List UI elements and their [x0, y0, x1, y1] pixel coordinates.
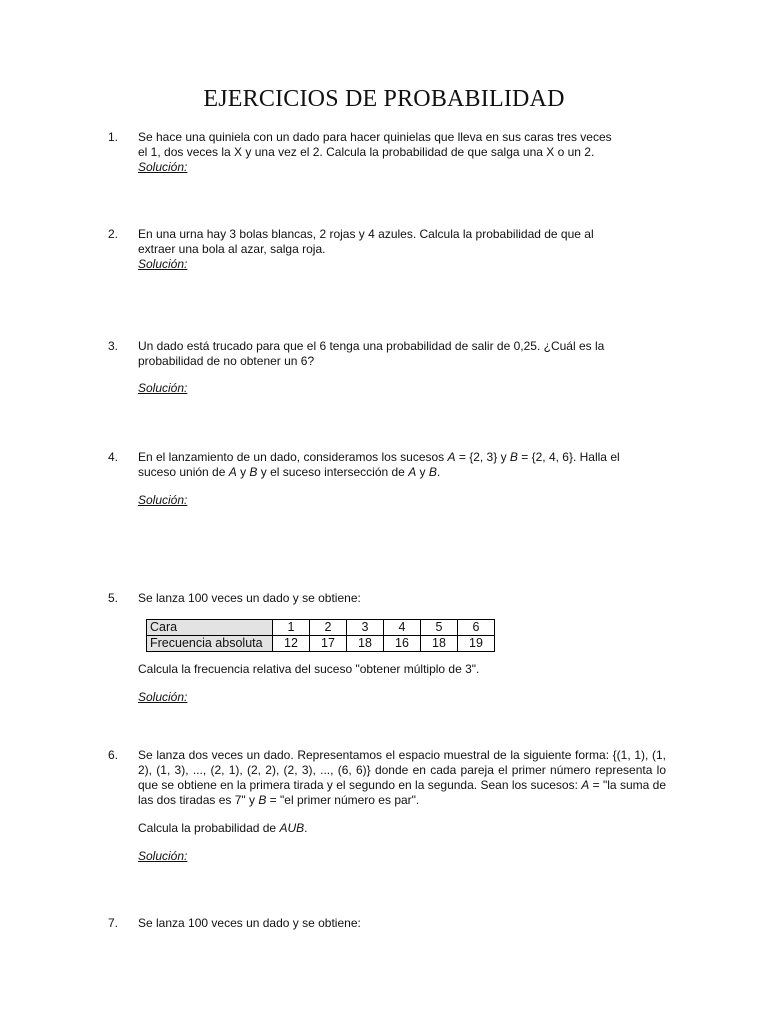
frequency-table — [146, 619, 495, 652]
exercise-body — [138, 227, 666, 272]
solution-label: Solución: — [138, 849, 188, 863]
set-b-symbol: B — [509, 450, 518, 464]
table-cell: 2 — [310, 620, 347, 636]
exercise-body — [138, 339, 666, 396]
exercise-text-line: 1), (1, 2), (1, 3), ..., (2, 1), (2, 2), (2, 3), ..., (6, 6)} donde en cada pareja el primer número — [138, 748, 666, 777]
table-row — [147, 636, 495, 652]
exercise-number: 3. — [108, 339, 119, 353]
table-cell: 3 — [347, 620, 384, 636]
set-a-symbol: A — [447, 450, 456, 464]
exercise-number: 1. — [108, 130, 119, 144]
table-cell: 12 — [273, 636, 310, 652]
set-a-symbol: A — [228, 465, 237, 479]
exercise-body — [138, 130, 666, 175]
text-run: suceso unión de — [138, 465, 229, 479]
exercise-text-line: Se lanza 100 veces un dado y se obtiene: — [138, 916, 361, 930]
table-cell: 6 — [458, 620, 495, 636]
set-b-symbol: B — [258, 793, 267, 807]
solution-label: Solución: — [138, 160, 188, 174]
union-symbol: AUB — [279, 821, 305, 835]
table-cell: 19 — [458, 636, 495, 652]
table-cell: 4 — [384, 620, 421, 636]
solution-label: Solución: — [138, 381, 188, 395]
exercise-text-line: representa lo que se obtiene en la primera tirada y el segundo en la segunda. Sean los — [138, 763, 666, 792]
table-cell: 17 — [310, 636, 347, 652]
table-cell: 16 — [384, 636, 421, 652]
text-run: = {2, 4, 6}. Halla el — [517, 450, 620, 464]
table-cell: 5 — [421, 620, 458, 636]
text-run: = {2, 3} y — [455, 450, 510, 464]
text-run: = "la suma de las dos tiradas es 7" y — [138, 778, 666, 807]
exercise-paragraph — [138, 748, 666, 808]
solution-label: Solución: — [138, 690, 188, 704]
table-cell: 1 — [273, 620, 310, 636]
exercise-number: 2. — [108, 227, 119, 241]
exercise-text-line: Un dado está trucado para que el 6 tenga una probabilidad de salir de 0,25. ¿Cuál es la — [138, 339, 605, 353]
text-run: = "el primer número es par". — [266, 793, 420, 807]
text-run: . — [304, 821, 308, 835]
set-b-symbol: B — [428, 465, 437, 479]
exercise-body — [138, 591, 666, 705]
exercise-number: 5. — [108, 591, 119, 605]
exercise-text-line: extraer una bola al azar, salga roja. — [138, 242, 326, 256]
exercise-text-line: probabilidad de no obtener un 6? — [138, 354, 315, 368]
set-a-symbol: A — [408, 465, 417, 479]
text-run: . — [436, 465, 441, 479]
page-title: EJERCICIOS DE PROBABILIDAD — [203, 86, 565, 112]
table-header-cell: Cara — [147, 620, 273, 636]
set-b-symbol: B — [249, 465, 258, 479]
exercise-question — [138, 821, 666, 836]
exercise-text-line: Se lanza dos veces un dado. Representamos el espacio muestral de la siguiente forma: {(1, — [138, 748, 631, 762]
exercise-text-line: Se hace una quiniela con un dado para hacer quinielas que lleva en sus caras tres veces — [138, 130, 612, 144]
exercise-number: 4. — [108, 450, 119, 464]
table-cell: 18 — [421, 636, 458, 652]
text-run: sucesos: — [530, 778, 582, 792]
exercise-text-line — [138, 465, 666, 480]
text-run: y el suceso intersección de — [257, 465, 409, 479]
set-a-symbol: A — [581, 778, 590, 792]
text-run: Calcula la probabilidad de — [138, 821, 280, 835]
text-run: y — [236, 465, 250, 479]
exercise-body — [138, 916, 666, 931]
exercise-text-line: En una urna hay 3 bolas blancas, 2 rojas y 4 azules. Calcula la probabilidad de que al — [138, 227, 594, 241]
text-run: y — [416, 465, 429, 479]
exercise-body — [138, 748, 666, 864]
table-row — [147, 620, 495, 636]
solution-label: Solución: — [138, 257, 188, 271]
exercise-body — [138, 450, 666, 508]
table-header-cell: Frecuencia absoluta — [147, 636, 273, 652]
table-cell: 18 — [347, 636, 384, 652]
exercise-number: 7. — [108, 916, 119, 930]
exercise-text-line — [138, 450, 666, 465]
exercise-text-line: Se lanza 100 veces un dado y se obtiene: — [138, 591, 361, 605]
exercise-question: Calcula la frecuencia relativa del suceso "obtener múltiplo de 3". — [138, 662, 480, 676]
exercise-text-line: el 1, dos veces la X y una vez el 2. Calcula la probabilidad de que salga una X o un 2. — [138, 145, 595, 159]
solution-label: Solución: — [138, 493, 188, 507]
exercise-number: 6. — [108, 748, 119, 762]
text-run: En el lanzamiento de un dado, consideramos los sucesos — [138, 450, 448, 464]
